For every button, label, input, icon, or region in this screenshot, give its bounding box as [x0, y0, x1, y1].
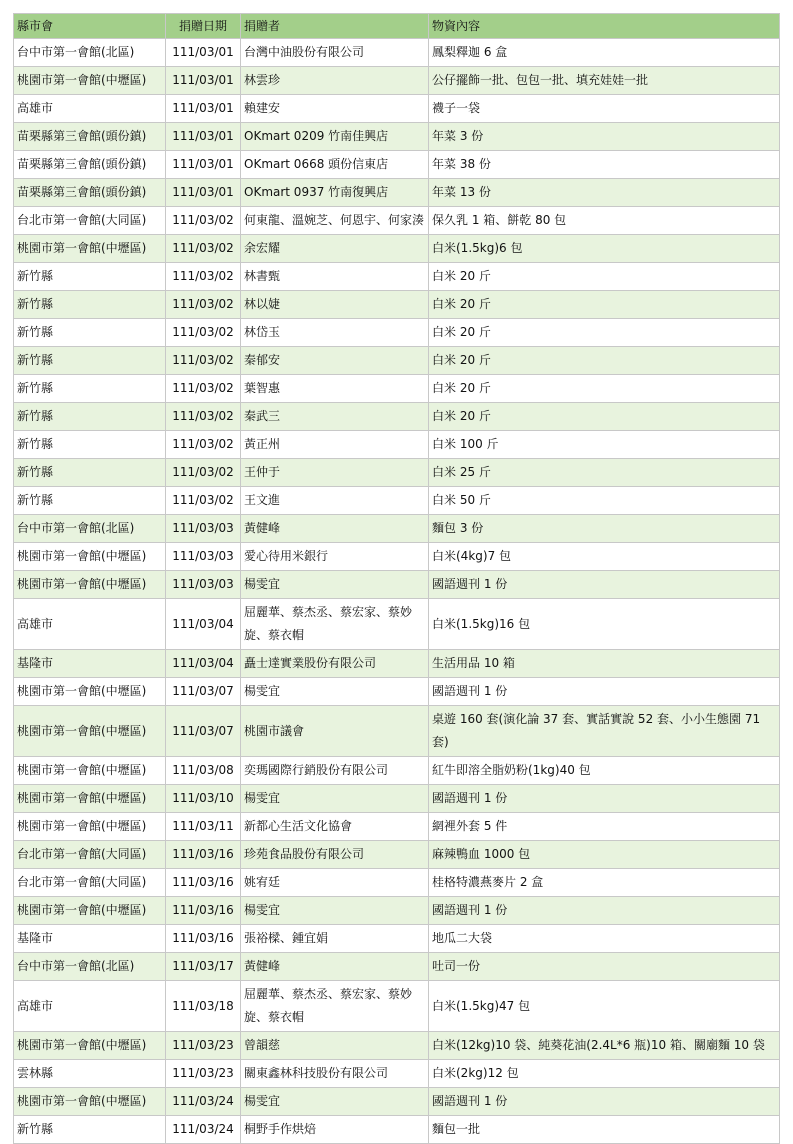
cell-donor: 黃健峰 — [241, 515, 429, 543]
header-donation-date: 捐贈日期 — [166, 14, 241, 39]
table-row — [14, 179, 780, 207]
cell-county-branch: 新竹縣 — [14, 431, 166, 459]
cell-donation-date: 111/03/04 — [166, 599, 241, 650]
cell-donor: 屈麗華、蔡杰丞、蔡宏家、蔡妙旋、蔡衣帽 — [241, 981, 429, 1032]
cell-items: 白米(1.5kg)6 包 — [429, 235, 780, 263]
table-row — [14, 678, 780, 706]
table-row — [14, 757, 780, 785]
cell-items: 國語週刊 1 份 — [429, 1088, 780, 1116]
cell-donation-date: 111/03/04 — [166, 650, 241, 678]
cell-donation-date: 111/03/16 — [166, 925, 241, 953]
cell-donation-date: 111/03/02 — [166, 459, 241, 487]
table-row — [14, 67, 780, 95]
table-row — [14, 151, 780, 179]
cell-county-branch: 桃園市第一會館(中壢區) — [14, 897, 166, 925]
header-donor: 捐贈者 — [241, 14, 429, 39]
cell-items: 地瓜二大袋 — [429, 925, 780, 953]
cell-donation-date: 111/03/01 — [166, 95, 241, 123]
cell-donor: 林以婕 — [241, 291, 429, 319]
cell-items: 保久乳 1 箱、餅乾 80 包 — [429, 207, 780, 235]
table-row — [14, 925, 780, 953]
cell-donor: 何東龍、溫婉芝、何恩宇、何家湊 — [241, 207, 429, 235]
cell-donor: 王文進 — [241, 487, 429, 515]
table-row — [14, 515, 780, 543]
cell-donor: OKmart 0209 竹南佳興店 — [241, 123, 429, 151]
cell-donation-date: 111/03/07 — [166, 678, 241, 706]
cell-items: 吐司一份 — [429, 953, 780, 981]
table-row — [14, 319, 780, 347]
cell-donation-date: 111/03/01 — [166, 67, 241, 95]
cell-items: 國語週刊 1 份 — [429, 678, 780, 706]
table-row — [14, 785, 780, 813]
cell-donor: 楊雯宜 — [241, 1088, 429, 1116]
table-row — [14, 431, 780, 459]
cell-donation-date: 111/03/02 — [166, 263, 241, 291]
cell-items: 年菜 38 份 — [429, 151, 780, 179]
cell-county-branch: 雲林縣 — [14, 1060, 166, 1088]
table-row — [14, 981, 780, 1032]
cell-donor: 珍苑食品股份有限公司 — [241, 841, 429, 869]
table-row — [14, 1116, 780, 1144]
cell-county-branch: 新竹縣 — [14, 263, 166, 291]
table-row — [14, 650, 780, 678]
table-row — [14, 375, 780, 403]
cell-donor: 台灣中油股份有限公司 — [241, 39, 429, 67]
cell-county-branch: 高雄市 — [14, 95, 166, 123]
cell-items: 白米(2kg)12 包 — [429, 1060, 780, 1088]
table-row — [14, 599, 780, 650]
cell-items: 白米 25 斤 — [429, 459, 780, 487]
cell-donation-date: 111/03/16 — [166, 897, 241, 925]
cell-county-branch: 新竹縣 — [14, 347, 166, 375]
donation-table — [13, 13, 780, 1144]
cell-county-branch: 台中市第一會館(北區) — [14, 953, 166, 981]
cell-items: 白米(12kg)10 袋、純葵花油(2.4L*6 瓶)10 箱、關廟麵 10 袋 — [429, 1032, 780, 1060]
table-row — [14, 1088, 780, 1116]
cell-donation-date: 111/03/17 — [166, 953, 241, 981]
cell-donation-date: 111/03/03 — [166, 543, 241, 571]
cell-donation-date: 111/03/07 — [166, 706, 241, 757]
cell-items: 白米(4kg)7 包 — [429, 543, 780, 571]
table-row — [14, 841, 780, 869]
cell-donor: 桃園市議會 — [241, 706, 429, 757]
cell-donation-date: 111/03/16 — [166, 841, 241, 869]
cell-county-branch: 高雄市 — [14, 981, 166, 1032]
cell-items: 麵包一批 — [429, 1116, 780, 1144]
cell-items: 紅牛即溶全脂奶粉(1kg)40 包 — [429, 757, 780, 785]
cell-donor: 林書甄 — [241, 263, 429, 291]
cell-county-branch: 桃園市第一會館(中壢區) — [14, 235, 166, 263]
cell-donation-date: 111/03/10 — [166, 785, 241, 813]
cell-items: 白米 20 斤 — [429, 347, 780, 375]
table-row — [14, 207, 780, 235]
cell-county-branch: 桃園市第一會館(中壢區) — [14, 67, 166, 95]
cell-donor: 葉智惠 — [241, 375, 429, 403]
cell-donation-date: 111/03/02 — [166, 291, 241, 319]
cell-county-branch: 桃園市第一會館(中壢區) — [14, 678, 166, 706]
cell-county-branch: 苗栗縣第三會館(頭份鎮) — [14, 151, 166, 179]
cell-donation-date: 111/03/03 — [166, 571, 241, 599]
cell-donation-date: 111/03/01 — [166, 39, 241, 67]
cell-items: 桌遊 160 套(演化論 37 套、實話實說 52 套、小小生態園 71 套) — [429, 706, 780, 757]
donation-table-container — [13, 13, 779, 1144]
cell-donation-date: 111/03/02 — [166, 235, 241, 263]
cell-donor: OKmart 0937 竹南復興店 — [241, 179, 429, 207]
cell-donation-date: 111/03/02 — [166, 319, 241, 347]
cell-items: 國語週刊 1 份 — [429, 785, 780, 813]
cell-donor: 秦郁安 — [241, 347, 429, 375]
header-items: 物資內容 — [429, 14, 780, 39]
cell-donor: 林岱玉 — [241, 319, 429, 347]
table-row — [14, 543, 780, 571]
table-row — [14, 123, 780, 151]
table-row — [14, 403, 780, 431]
cell-donation-date: 111/03/03 — [166, 515, 241, 543]
cell-county-branch: 新竹縣 — [14, 403, 166, 431]
cell-county-branch: 桃園市第一會館(中壢區) — [14, 706, 166, 757]
cell-county-branch: 新竹縣 — [14, 1116, 166, 1144]
cell-donation-date: 111/03/02 — [166, 403, 241, 431]
cell-donor: 張裕樑、鍾宜娟 — [241, 925, 429, 953]
cell-county-branch: 台北市第一會館(大同區) — [14, 869, 166, 897]
table-row — [14, 897, 780, 925]
cell-donation-date: 111/03/18 — [166, 981, 241, 1032]
cell-county-branch: 台中市第一會館(北區) — [14, 39, 166, 67]
cell-donation-date: 111/03/24 — [166, 1088, 241, 1116]
table-row — [14, 263, 780, 291]
cell-donor: 黃健峰 — [241, 953, 429, 981]
cell-county-branch: 新竹縣 — [14, 459, 166, 487]
cell-donor: 姚宥廷 — [241, 869, 429, 897]
cell-county-branch: 基隆市 — [14, 925, 166, 953]
cell-county-branch: 苗栗縣第三會館(頭份鎮) — [14, 123, 166, 151]
cell-donation-date: 111/03/01 — [166, 179, 241, 207]
cell-donor: 楊雯宜 — [241, 785, 429, 813]
table-header-row — [14, 14, 780, 39]
cell-donor: 曾韻慈 — [241, 1032, 429, 1060]
cell-county-branch: 新竹縣 — [14, 487, 166, 515]
cell-donation-date: 111/03/23 — [166, 1060, 241, 1088]
cell-donor: 矗士達實業股份有限公司 — [241, 650, 429, 678]
cell-items: 國語週刊 1 份 — [429, 571, 780, 599]
cell-items: 桂格特濃燕麥片 2 盒 — [429, 869, 780, 897]
cell-items: 白米(1.5kg)16 包 — [429, 599, 780, 650]
cell-donation-date: 111/03/02 — [166, 487, 241, 515]
cell-county-branch: 新竹縣 — [14, 375, 166, 403]
cell-county-branch: 新竹縣 — [14, 291, 166, 319]
cell-donor: 黃正州 — [241, 431, 429, 459]
table-row — [14, 487, 780, 515]
cell-donation-date: 111/03/02 — [166, 375, 241, 403]
cell-county-branch: 基隆市 — [14, 650, 166, 678]
cell-donation-date: 111/03/11 — [166, 813, 241, 841]
cell-county-branch: 台北市第一會館(大同區) — [14, 841, 166, 869]
cell-county-branch: 桃園市第一會館(中壢區) — [14, 1088, 166, 1116]
cell-county-branch: 高雄市 — [14, 599, 166, 650]
cell-items: 年菜 13 份 — [429, 179, 780, 207]
cell-donation-date: 111/03/01 — [166, 123, 241, 151]
cell-donation-date: 111/03/02 — [166, 431, 241, 459]
cell-donor: 關東鑫林科技股份有限公司 — [241, 1060, 429, 1088]
table-row — [14, 1032, 780, 1060]
cell-county-branch: 桃園市第一會館(中壢區) — [14, 757, 166, 785]
cell-donor: 屈麗華、蔡杰丞、蔡宏家、蔡妙旋、蔡衣帽 — [241, 599, 429, 650]
cell-items: 網裡外套 5 件 — [429, 813, 780, 841]
table-row — [14, 706, 780, 757]
cell-donor: 奕瑪國際行銷股份有限公司 — [241, 757, 429, 785]
cell-donation-date: 111/03/16 — [166, 869, 241, 897]
cell-items: 鳳梨釋迦 6 盒 — [429, 39, 780, 67]
cell-items: 生活用品 10 箱 — [429, 650, 780, 678]
table-row — [14, 95, 780, 123]
cell-items: 白米(1.5kg)47 包 — [429, 981, 780, 1032]
cell-donor: 楊雯宜 — [241, 571, 429, 599]
cell-items: 白米 20 斤 — [429, 375, 780, 403]
cell-county-branch: 桃園市第一會館(中壢區) — [14, 1032, 166, 1060]
cell-county-branch: 桃園市第一會館(中壢區) — [14, 571, 166, 599]
cell-donor: 余宏耀 — [241, 235, 429, 263]
cell-donation-date: 111/03/02 — [166, 207, 241, 235]
cell-donor: 秦武三 — [241, 403, 429, 431]
cell-items: 麵包 3 份 — [429, 515, 780, 543]
table-row — [14, 571, 780, 599]
cell-donor: 林雲珍 — [241, 67, 429, 95]
cell-county-branch: 台中市第一會館(北區) — [14, 515, 166, 543]
table-row — [14, 39, 780, 67]
cell-donor: 桐野手作烘焙 — [241, 1116, 429, 1144]
cell-donor: 賴建安 — [241, 95, 429, 123]
cell-county-branch: 桃園市第一會館(中壢區) — [14, 813, 166, 841]
cell-donor: OKmart 0668 頭份信東店 — [241, 151, 429, 179]
cell-county-branch: 桃園市第一會館(中壢區) — [14, 785, 166, 813]
cell-donor: 楊雯宜 — [241, 897, 429, 925]
cell-items: 公仔擺飾一批、包包一批、填充娃娃一批 — [429, 67, 780, 95]
cell-items: 白米 20 斤 — [429, 319, 780, 347]
cell-items: 年菜 3 份 — [429, 123, 780, 151]
cell-items: 國語週刊 1 份 — [429, 897, 780, 925]
cell-items: 白米 20 斤 — [429, 403, 780, 431]
cell-donor: 楊雯宜 — [241, 678, 429, 706]
cell-county-branch: 桃園市第一會館(中壢區) — [14, 543, 166, 571]
cell-items: 白米 20 斤 — [429, 263, 780, 291]
cell-donation-date: 111/03/08 — [166, 757, 241, 785]
table-row — [14, 235, 780, 263]
table-row — [14, 347, 780, 375]
cell-county-branch: 台北市第一會館(大同區) — [14, 207, 166, 235]
cell-county-branch: 苗栗縣第三會館(頭份鎮) — [14, 179, 166, 207]
cell-items: 白米 20 斤 — [429, 291, 780, 319]
cell-items: 白米 50 斤 — [429, 487, 780, 515]
cell-donor: 新都心生活文化協會 — [241, 813, 429, 841]
cell-county-branch: 新竹縣 — [14, 319, 166, 347]
cell-items: 麻辣鴨血 1000 包 — [429, 841, 780, 869]
header-county-branch: 縣市會 — [14, 14, 166, 39]
cell-donation-date: 111/03/01 — [166, 151, 241, 179]
table-row — [14, 813, 780, 841]
cell-donation-date: 111/03/24 — [166, 1116, 241, 1144]
cell-donation-date: 111/03/23 — [166, 1032, 241, 1060]
table-row — [14, 1060, 780, 1088]
table-row — [14, 459, 780, 487]
cell-items: 襪子一袋 — [429, 95, 780, 123]
table-row — [14, 869, 780, 897]
table-row — [14, 953, 780, 981]
table-row — [14, 291, 780, 319]
cell-items: 白米 100 斤 — [429, 431, 780, 459]
cell-donor: 愛心待用米銀行 — [241, 543, 429, 571]
cell-donation-date: 111/03/02 — [166, 347, 241, 375]
cell-donor: 王仲于 — [241, 459, 429, 487]
